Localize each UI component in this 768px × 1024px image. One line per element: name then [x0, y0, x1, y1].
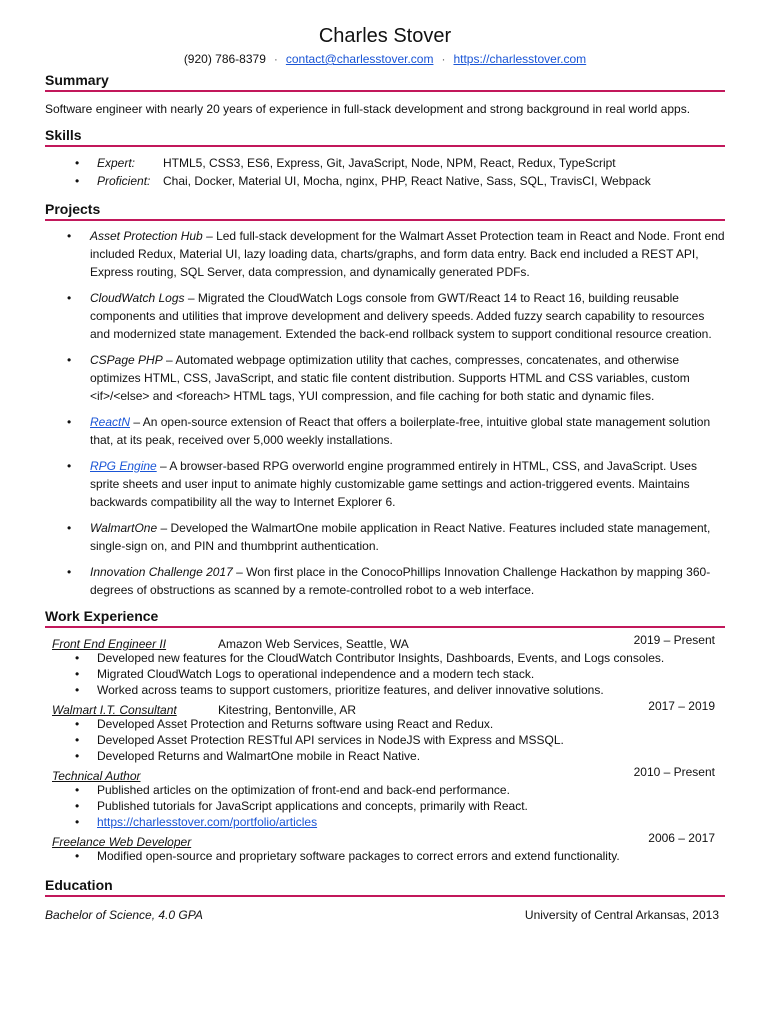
- job-bullets: [45, 782, 725, 830]
- project-title: WalmartOne: [90, 521, 158, 535]
- job-bullet: • Developed Returns and WalmartOne mobile in React Native.: [45, 748, 725, 764]
- education-heading: Education: [45, 876, 725, 897]
- job-bullet: • Migrated CloudWatch Logs to operational independence and a modern tech stack.: [45, 666, 725, 682]
- skill-level: Expert:: [97, 156, 136, 170]
- skill-values: Chai, Docker, Material UI, Mocha, nginx, PHP, React Native, Sass, SQL, TravisCI, Webpack: [163, 174, 651, 188]
- job-bullet: • Developed new features for the CloudWatch Contributor Insights, Dashboards, Events, and Logs consoles.: [45, 650, 725, 666]
- project-item: [45, 351, 725, 405]
- job-dates: 2006 – 2017: [648, 831, 715, 845]
- project-description: – Developed the WalmartOne mobile application in React Native. Features included state management, single-sign on, and PIN and thumbprint authentication.: [90, 521, 711, 553]
- resume-name: Charles Stover: [318, 25, 452, 47]
- job-dates: 2019 – Present: [633, 633, 715, 647]
- job-bullet: • Developed Asset Protection and Returns software using React and Redux.: [45, 716, 725, 732]
- job-dates: 2010 – Present: [633, 765, 715, 779]
- job-bullets: [45, 716, 725, 764]
- job-title: Walmart I.T. Consultant: [52, 703, 177, 717]
- job-company: Amazon Web Services, Seattle, WA: [218, 637, 409, 651]
- summary-text: Software engineer with nearly 20 years of experience in full-stack development and strong background in real world apps.: [45, 102, 691, 116]
- project-item: [45, 457, 725, 511]
- skills-list: [45, 154, 725, 190]
- education-row: [45, 907, 725, 923]
- skill-level: Proficient:: [97, 174, 151, 188]
- job-bullets: [45, 848, 725, 864]
- project-description: – Automated webpage optimization utility that caches, compresses, concatenates, and otherwise optimizes HTML, CSS, JavaScript, and static file content distribution. Supports HTML and CSS variables, custom <if>/<else> and <foreach> HTML tags, YUI compression, and file caching for both static and dynamic files.: [90, 353, 690, 403]
- skill-values: HTML5, CSS3, ES6, Express, Git, JavaScript, Node, NPM, React, Redux, TypeScript: [163, 156, 616, 170]
- job-bullet: • Published articles on the optimization of front-end and back-end performance.: [45, 782, 725, 798]
- work-heading: Work Experience: [45, 607, 725, 628]
- job-bullet: • Modified open-source and proprietary software packages to correct errors and extend functionality.: [45, 848, 725, 864]
- job-bullet: • Published tutorials for JavaScript applications and concepts, primarily with React.: [45, 798, 725, 814]
- separator: ·: [441, 52, 446, 66]
- separator: ·: [273, 52, 278, 66]
- website-link[interactable]: https://charlesstover.com: [453, 52, 587, 66]
- project-item: [45, 413, 725, 449]
- projects-heading: Projects: [45, 200, 725, 221]
- project-description: – Led full-stack development for the Walmart Asset Protection team in React and Node. Front end included Redux, Material UI, lazy loading data, charts/graphs, and form data entry. Back end included a REST API, Express routing, SQL Server, data compression, and dynamically generated PDFs.: [90, 229, 725, 279]
- job-bullet: • Worked across teams to support customers, prioritize features, and deliver innovative solutions.: [45, 682, 725, 698]
- project-title-link[interactable]: ReactN: [90, 415, 131, 429]
- skills-heading: Skills: [45, 126, 725, 147]
- job-header: [45, 832, 725, 848]
- project-title: Asset Protection Hub: [90, 229, 203, 243]
- education-school: University of Central Arkansas, 2013: [524, 908, 719, 922]
- job-title: Freelance Web Developer: [52, 835, 192, 849]
- resume-page: [45, 0, 725, 923]
- project-item: [45, 227, 725, 281]
- summary-heading: Summary: [45, 71, 725, 92]
- project-description: – Migrated the CloudWatch Logs console from GWT/React 14 to React 16, building reusable components and utilities that improve development and delivery speeds. Added fuzzy search capability to resources and modernized state management. Extended the back-end rollback system to support conditional resource creation.: [90, 291, 712, 341]
- project-item: [45, 289, 725, 343]
- articles-link[interactable]: https://charlesstover.com/portfolio/articles: [97, 815, 318, 829]
- project-title-link[interactable]: RPG Engine: [90, 459, 157, 473]
- job-bullet-link: [45, 814, 725, 830]
- contact-line: [45, 51, 725, 67]
- job-bullets: [45, 650, 725, 698]
- job-company: Kitestring, Bentonville, AR: [218, 703, 357, 717]
- phone-number: (920) 786-8379: [183, 52, 266, 66]
- work-section: [45, 634, 725, 864]
- project-title: CloudWatch Logs: [90, 291, 185, 305]
- job-header: [45, 634, 725, 650]
- job-bullet: • Developed Asset Protection RESTful API services in NodeJS with Express and MSSQL.: [45, 732, 725, 748]
- skill-row: [45, 154, 725, 172]
- skill-row: [45, 172, 725, 190]
- job-dates: 2017 – 2019: [648, 699, 715, 713]
- job-title: Front End Engineer II: [52, 637, 167, 651]
- project-title: CSPage PHP: [90, 353, 163, 367]
- job-header: [45, 766, 725, 782]
- project-item: [45, 519, 725, 555]
- project-title: Innovation Challenge 2017: [90, 565, 233, 579]
- project-description: – An open-source extension of React that offers a boilerplate-free, intuitive global state management solution that, at its peak, received over 5,000 weekly installations.: [90, 415, 711, 447]
- job-header: [45, 700, 725, 716]
- project-description: – A browser-based RPG overworld engine programmed entirely in HTML, CSS, and JavaScript. Uses sprite sheets and user input to animate highly customizable game settings and action-triggered events. Maintains backwards compatibility all the way to Internet Explorer 6.: [90, 459, 697, 509]
- job-title: Technical Author: [52, 769, 141, 783]
- project-description: – Won first place in the ConocoPhillips Innovation Challenge Hackathon by mapping 360-degrees of obstructions as scanned by a remote-controlled robot to a web interface.: [90, 565, 711, 597]
- project-item: [45, 563, 725, 599]
- email-link[interactable]: contact@charlesstover.com: [285, 52, 434, 66]
- projects-list: [45, 227, 725, 599]
- education-degree: Bachelor of Science, 4.0 GPA: [45, 908, 203, 922]
